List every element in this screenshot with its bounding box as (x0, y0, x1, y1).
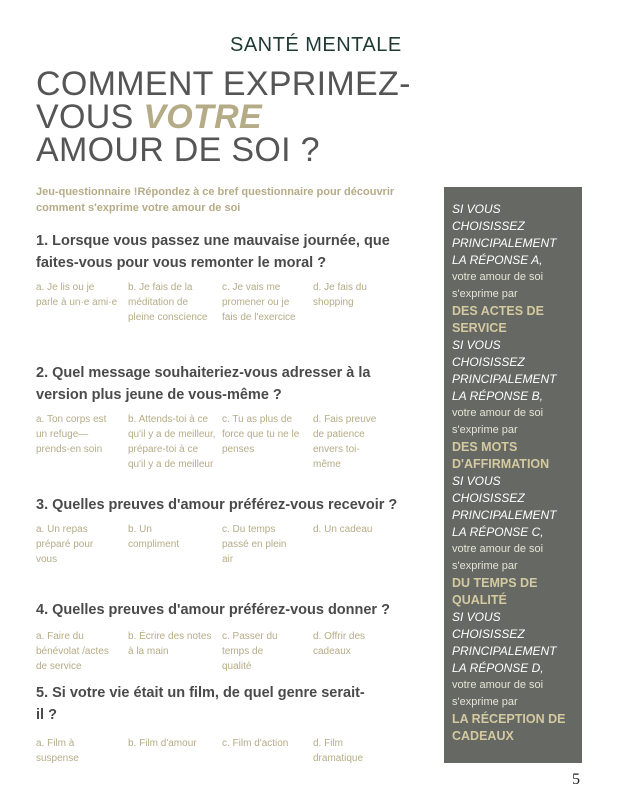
question-1-option-c: c. Je vais me promener ou je fais de l'exercice (222, 282, 296, 323)
question-5-option-d: d. Film dramatique (313, 738, 364, 764)
answer-key-c-result: DU TEMPS DE QUALITÉ (452, 576, 538, 607)
page-title (36, 65, 436, 169)
answer-key-c (452, 473, 574, 609)
question-4-option-c: c. Passer du temps de qualité (222, 631, 278, 672)
question-1-option-d: d. Je fais du shopping (313, 282, 367, 308)
intro-text: Jeu-questionnaire !Répondez à ce bref questionnaire pour découvrir comment s'exprime votre amour de soi (36, 186, 395, 214)
question-5-option-c: c. Film d'action (222, 738, 289, 749)
question-2-option-a: a. Ton corps est un refuge— prends-en soin (36, 414, 107, 455)
answer-key-a-text: votre amour de soi s'exprime par (452, 271, 544, 300)
question-1: 1. Lorsque vous passez une mauvaise journée, que faites-vous pour vous remonter le moral ? (36, 233, 390, 271)
answer-key-b-text: votre amour de soi s'exprime par (452, 407, 544, 436)
question-1-option-b: b. Je fais de la méditation de pleine conscience (128, 282, 208, 323)
question-3-option-a: a. Un repas préparé pour vous (36, 524, 94, 565)
answer-key-d-condition: SI VOUS CHOISISSEZ PRINCIPALEMENT LA RÉPONSE D, (452, 610, 557, 675)
question-4-option-a: a. Faire du bénévolat /actes de service (36, 631, 109, 672)
question-2: 2. Quel message souhaiteriez-vous adresser à la version plus jeune de vous-même ? (36, 365, 371, 403)
answer-key-a-result: DES ACTES DE SERVICE (452, 304, 544, 335)
answer-key-d-result: LA RÉCEPTION DE CADEAUX (452, 712, 566, 743)
answer-key-d (452, 609, 574, 745)
question-2-option-c: c. Tu as plus de force que tu ne le penses (222, 414, 300, 455)
question-4: 4. Quelles preuves d'amour préférez-vous donner ? (36, 602, 390, 618)
title-line-1: COMMENT EXPRIMEZ- (36, 65, 411, 103)
answer-key-a (452, 201, 574, 337)
question-3-option-c: c. Du temps passé en plein air (222, 524, 287, 565)
answer-key-d-text: votre amour de soi s'exprime par (452, 679, 544, 708)
question-1-option-a: a. Je lis ou je parle à un·e ami·e (36, 282, 118, 308)
question-2-option-b: b. Attends-toi à ce qu'il y a de meilleur, prépare-toi à ce qu'il y a de meilleur (128, 414, 216, 470)
question-5: 5. Si votre vie était un film, de quel genre serait-il ? (36, 685, 365, 723)
title-line-3: AMOUR DE SOI ? (36, 131, 320, 169)
question-4-option-d: d. Offrir des cadeaux (313, 631, 366, 657)
answer-key-a-condition: SI VOUS CHOISISSEZ PRINCIPALEMENT LA RÉPONSE A, (452, 202, 557, 267)
answer-key-b-condition: SI VOUS CHOISISSEZ PRINCIPALEMENT LA RÉPONSE B, (452, 338, 557, 403)
question-3-option-d: d. Un cadeau (313, 524, 373, 535)
title-accent: VOTRE (143, 98, 262, 136)
question-5-option-a: a. Film à suspense (36, 738, 79, 764)
page-number: 5 (572, 771, 580, 788)
answer-key-b (452, 337, 574, 473)
question-2-option-d: d. Fais preuve de patience envers toi-même (313, 414, 377, 470)
title-line-2-prefix: VOUS (36, 98, 144, 136)
answer-key-b-result: DES MOTS D'AFFIRMATION (452, 440, 550, 471)
section-label: SANTÉ MENTALE (230, 34, 402, 56)
question-3: 3. Quelles preuves d'amour préférez-vous recevoir ? (36, 497, 398, 513)
question-4-option-b: b. Écrire des notes à la main (128, 631, 212, 657)
question-5-option-b: b. Film d'amour (128, 738, 197, 749)
answer-key-c-text: votre amour de soi s'exprime par (452, 543, 544, 572)
answer-key-sidebar (444, 187, 582, 763)
answer-key-c-condition: SI VOUS CHOISISSEZ PRINCIPALEMENT LA RÉPONSE C, (452, 474, 557, 539)
question-3-option-b: b. Un compliment (128, 524, 180, 550)
